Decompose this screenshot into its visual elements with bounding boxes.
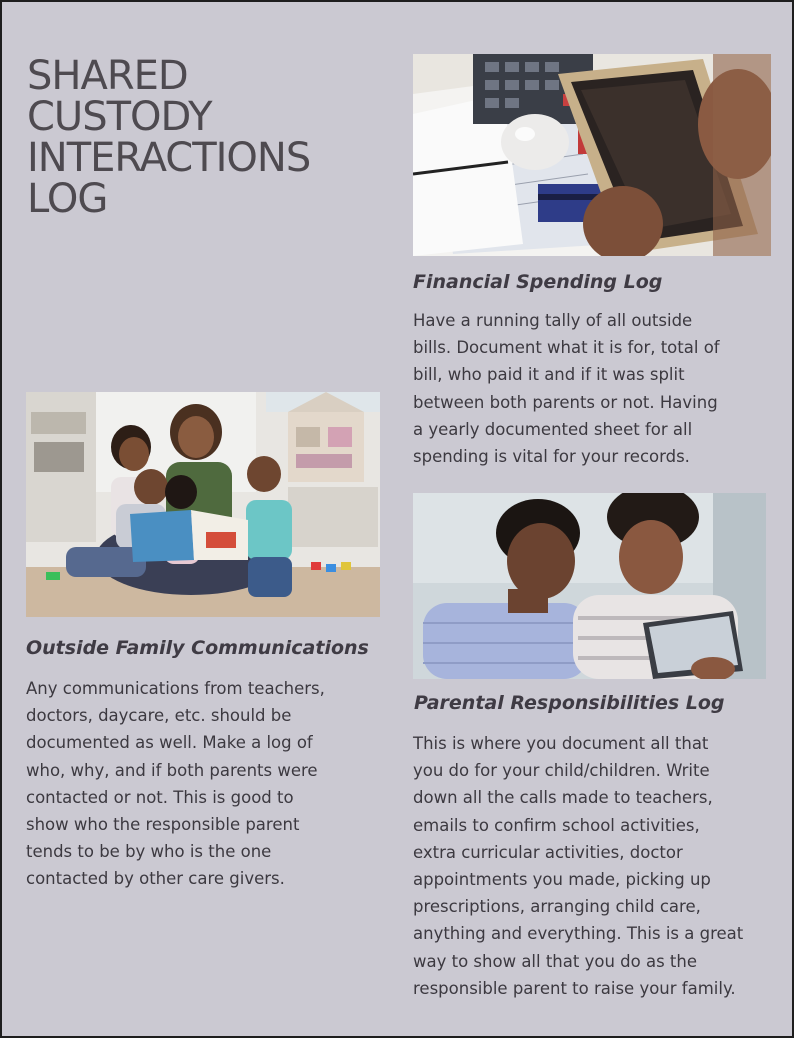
text-line: bill, who paid it and if it was split xyxy=(413,365,685,385)
outside-family-heading: Outside Family Communications xyxy=(26,637,369,659)
text-line: extra curricular activities, doctor xyxy=(413,842,683,862)
text-line: Any communications from teachers, xyxy=(26,679,325,698)
financial-heading: Financial Spending Log xyxy=(413,271,663,293)
text-line: anything and everything. This is a great xyxy=(413,924,744,944)
text-line: bills. Document what it is for, total of xyxy=(413,338,720,358)
text-line: between both parents or not. Having xyxy=(413,392,718,412)
text-line: responsible parent to raise your family. xyxy=(413,978,736,998)
financial-description xyxy=(413,307,720,470)
text-line: emails to confirm school activities, xyxy=(413,815,700,835)
title-line: CUSTODY xyxy=(27,94,212,140)
text-line: a yearly documented sheet for all xyxy=(413,419,693,439)
text-line: contacted or not. This is good to xyxy=(26,787,294,807)
text-line: prescriptions, arranging child care, xyxy=(413,897,701,917)
title-line: INTERACTIONS xyxy=(27,135,311,181)
text-line: spending is vital for your records. xyxy=(413,447,690,467)
text-line: documented as well. Make a log of xyxy=(26,733,313,753)
parental-photo xyxy=(413,493,766,679)
title-line: LOG xyxy=(27,176,108,222)
family-photo xyxy=(26,392,380,617)
text-line: Have a running tally of all outside xyxy=(413,311,693,330)
financial-photo xyxy=(413,54,771,256)
parental-heading: Parental Responsibilities Log xyxy=(414,692,725,714)
page-title xyxy=(27,53,311,222)
text-line: This is where you document all that xyxy=(413,734,709,753)
text-line: tends to be by who is the one xyxy=(26,842,272,862)
text-line: way to show all that you do as the xyxy=(413,951,697,971)
parental-description xyxy=(413,730,743,1002)
text-line: you do for your child/children. Write xyxy=(413,761,710,781)
title-line: SHARED xyxy=(27,53,188,99)
text-line: appointments you made, picking up xyxy=(413,870,711,890)
text-line: who, why, and if both parents were xyxy=(26,760,318,780)
text-line: down all the calls made to teachers, xyxy=(413,788,713,808)
text-line: show who the responsible parent xyxy=(26,815,300,835)
text-line: doctors, daycare, etc. should be xyxy=(26,706,292,726)
text-line: contacted by other care givers. xyxy=(26,869,285,889)
outside-family-description xyxy=(26,675,325,893)
